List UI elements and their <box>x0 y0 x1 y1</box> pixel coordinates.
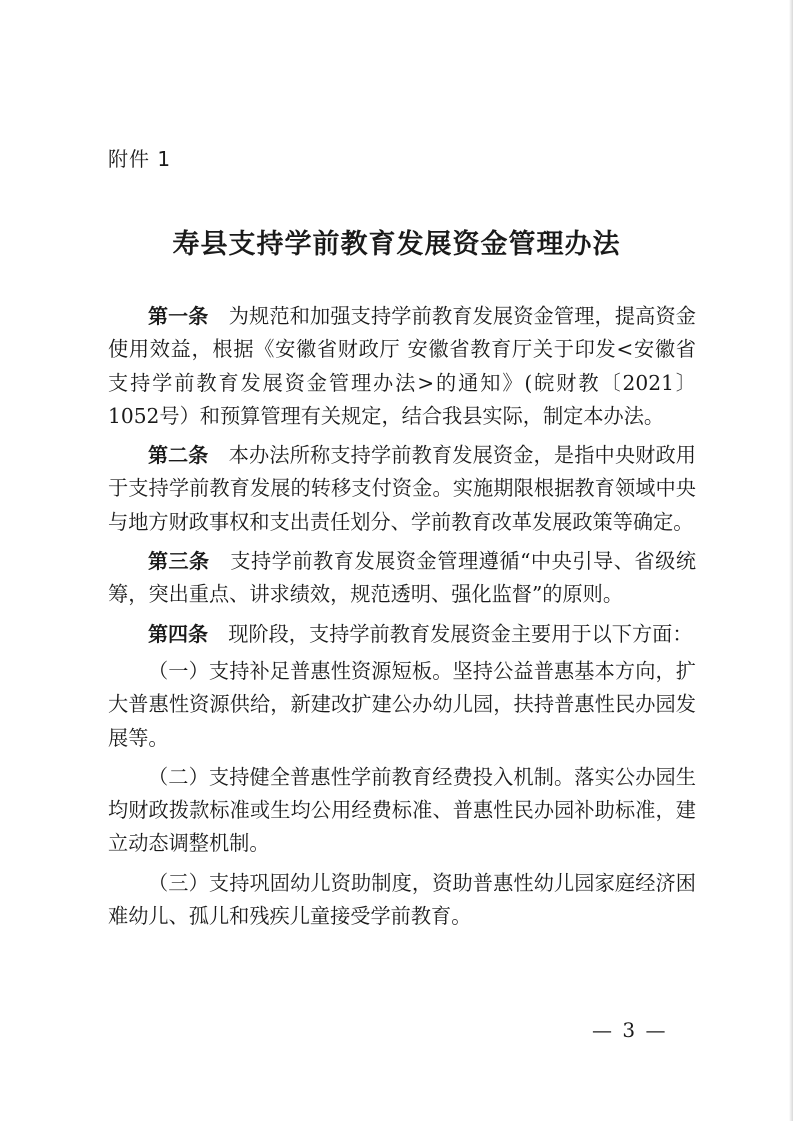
article-2-head: 第二条 <box>148 443 209 468</box>
page-edge <box>789 0 793 1121</box>
item-3: （三）支持巩固幼儿资助制度，资助普惠性幼儿园家庭经济困难幼儿、孤儿和残疾儿童接受学前教育。 <box>108 870 696 929</box>
article-3 <box>108 545 696 612</box>
article-2-text: 本办法所称支持学前教育发展资金，是指中央财政用于支持学前教育发展的转移支付资金。实施期限根据教育领域中央与地方财政事权和支出责任划分、学前教育改革发展政策等确定。 <box>108 443 696 534</box>
attachment-label: 附件 1 <box>108 147 172 171</box>
item-1: （一）支持补足普惠性资源短板。坚持公益普惠基本方向，扩大普惠性资源供给，新建改扩建公办幼儿园，扶持普惠性民办园发展等。 <box>108 658 696 750</box>
article-2 <box>108 439 696 539</box>
article-1 <box>108 300 696 433</box>
article-1-text: 为规范和加强支持学前教育发展资金管理，提高资金使用效益，根据《安徽省财政厅 安徽省教育厅关于印发<安徽省支持学前教育发展资金管理办法>的通知》(皖财教〔2021〕1052号）和预算管理有关规定，结合我县实际，制定本办法。 <box>108 304 696 428</box>
article-3-head: 第三条 <box>148 549 210 574</box>
page-number: — 3 — <box>592 1018 668 1042</box>
article-4 <box>108 618 696 651</box>
article-4-text: 现阶段，支持学前教育发展资金主要用于以下方面： <box>228 621 693 646</box>
item-2: （二）支持健全普惠性学前教育经费投入机制。落实公办园生均财政拨款标准或生均公用经费标准、普惠性民办园补助标准，建立动态调整机制。 <box>108 764 696 856</box>
article-4-head: 第四条 <box>148 621 208 646</box>
article-3-text: 支持学前教育发展资金管理遵循“中央引导、省级统筹，突出重点、讲求绩效，规范透明、强化监督”的原则。 <box>108 549 697 607</box>
document-body <box>108 300 696 939</box>
document-title: 寿县支持学前教育发展资金管理办法 <box>172 229 621 260</box>
article-1-head: 第一条 <box>148 304 209 328</box>
